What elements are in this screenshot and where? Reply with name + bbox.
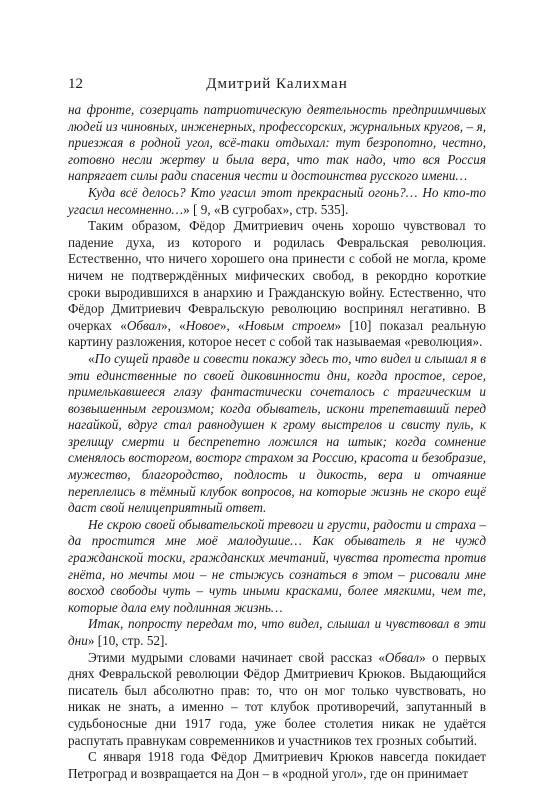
page-number: 12 (68, 76, 83, 92)
italic-text: Не скрою своей обывательской тревоги и грусти, радости и страха – да простится мне моё малодушие… Как обыватель я не чужд гражданской тоски, гражданских мечтаний, чувства протеста против гнёта, но мечты мои – не стыжусь сознаться в этом – рисовали мне восход свободы чуть – чуть иными красками, более мягкими, чем те, которые дала ему подлинная жизнь… (68, 516, 486, 615)
text-run: Этими мудрыми словами начинает свой рассказ « (88, 649, 385, 665)
text-run: » о первых днях Февральской революции Фёдор Дмитриевич Крюков. Выдающийся писатель был абсолютно прав: то, что он мог только чувствовать, но никак не знать, а именно – тот клубок противоречий, запутанный в судьбоносные дни 1917 года, уже более столетия никак не удаётся распутать правнукам современников и участников тех грозных событий. (68, 649, 487, 748)
text-run: », « (160, 317, 186, 333)
paragraph (68, 218, 486, 351)
text-run: « (88, 350, 95, 366)
body-text (68, 102, 486, 782)
italic-text: Обвал (384, 649, 420, 665)
italic-text: на фронте, созерцать патриотическую деятельность предприимчивых людей из чиновных, инженерных, профессорских, журнальных кругов, – я, приезжая в родной угол, всё-таки отдыхал: тут безропотно, честно, готовно несли жертву и была вера, что так надо, что вся Россия напрягает силы ради спасения чести и достоинства русского имени… (68, 102, 486, 184)
italic-text: По сущей правде и совести покажу здесь то, что видел и слышал я в эти единственные по своей диковинности дни, когда простое, серое, примелькавшееся глазу фантастически сочеталось с трагическим и возвышенным героизмом; когда обыватель, искони трепетавший перед нагайкой, вдруг стал равнодушен к грому выстрелов и свисту пуль, к зрелищу смерти и беспрепетно ложился на штык; когда сомнение сменялось восторгом, восторг страхом за Россию, красота и безобразие, мужество, благородство, подлость и дикость, вера и отчаяние переплелись в тёмный клубок вопросов, на которые жизнь не скоро ещё даст свой нелицеприятный ответ. (68, 350, 486, 516)
italic-text: Обвал (126, 317, 161, 333)
italic-text: Новым строем (244, 317, 335, 333)
italic-text: Новое (185, 317, 220, 333)
paragraph (68, 102, 486, 185)
italic-text: Итак, попросту передам то, что видел, слышал и чувствовал в эти дни (68, 616, 486, 648)
text-run: » [10] показал реальную картину разложения, которое несет с собой так называемая «революция». (68, 317, 486, 350)
paragraph (68, 185, 486, 218)
book-page (68, 76, 486, 782)
paragraph (68, 351, 486, 517)
paragraph (68, 616, 486, 649)
running-title: Дмитрий Калихман (206, 76, 348, 92)
paragraph (68, 749, 486, 782)
running-head (68, 76, 486, 96)
text-run: Таким образом, Фёдор Дмитриевич очень хорошо чувствовал то падение духа, из которого и родилась Февральская революция. Естественно, что ничего хорошего она принести с собой не могла, кроме ничем не подтверждённых мифических свобод, в рекордно короткие сроки выродившихся в анархию и Гражданскую войну. Естественно, что Фёдор Дмитриевич Февральскую революцию воспринял негативно. В очерках « (68, 218, 486, 333)
paragraph (68, 650, 486, 750)
text-run: », « (219, 317, 245, 333)
paragraph (68, 517, 486, 617)
text-run: С января 1918 года Фёдор Дмитриевич Крюков навсегда покидает Петроград и возвращается на Дон – в «родной угол», где он принимает (68, 749, 486, 781)
text-run: » [ 9, «В сугробах», стр. 535]. (183, 201, 349, 217)
text-run: » [10, стр. 52]. (87, 633, 168, 648)
italic-text: Куда всё делось? Кто угасил этот прекрасный огонь?… Но кто-то угасил несомненно… (68, 184, 486, 217)
